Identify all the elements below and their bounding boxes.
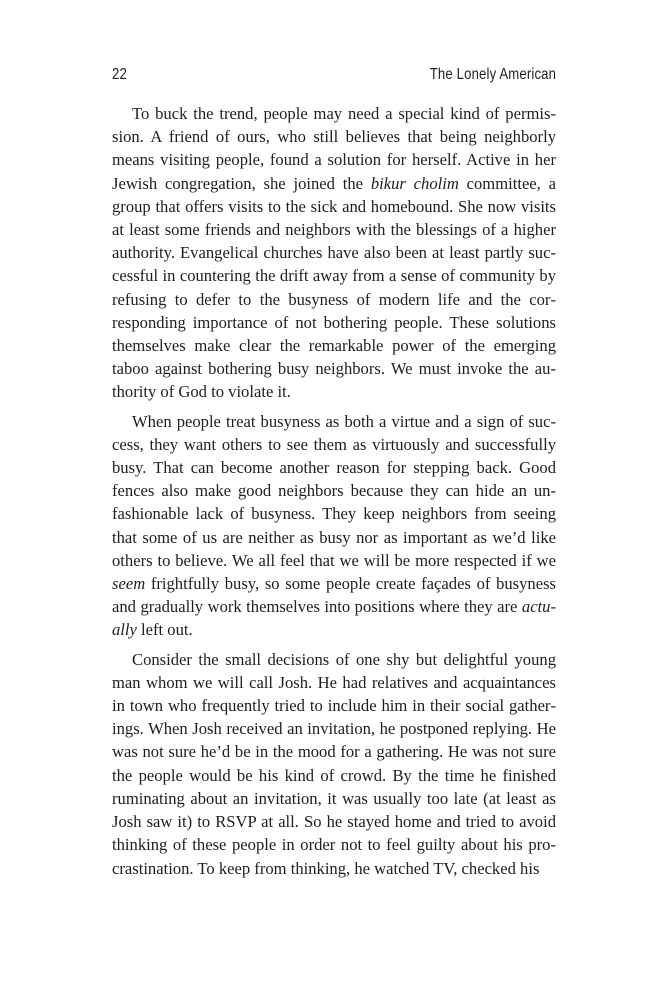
paragraph-2-italic-seem: seem <box>112 574 146 594</box>
paragraph-2-text-3: left out. <box>136 620 193 640</box>
paragraph-3 <box>112 648 556 880</box>
paragraph-1-text-2: committee, a group that offers visits to the sick and homebound. She now visits at least some friends and neighbors with the blessings of a higher authority. Evangelical churches have also been at least partly successful in countering the drift away from a sense of community by refusing to defer to the busyness of modern life and the corresponding importance of not bothering people. These solutions themselves make clear the remarkable power of the emerging taboo against bothering busy neighbors. We must invoke the authority of God to violate it. <box>112 173 556 402</box>
paragraph-2 <box>112 410 556 642</box>
paragraph-1-italic-term: bikur cholim <box>370 173 459 193</box>
paragraph-2-text-1: When people treat busyness as both a virtue and a sign of success, they want others to see them as virtuously and successfully busy. That can become another reason for stepping back. Good fences also make good neighbors because they can hide an unfashionable lack of busyness. They keep neighbors from seeing that some of us are neither as busy nor as important as we’d like others to believe. We all feel that we will be more respected if we <box>112 411 556 570</box>
paragraph-1-text-1: To buck the trend, people may need a special kind of permission. A friend of ours, who still believes that being neighborly means visiting people, found a solution for herself. Active in her Jewish congregation, she joined the <box>112 104 556 193</box>
paragraph-3-text-1: Consider the small decisions of one shy but delightful young man whom we will call Josh. He had relatives and acquaintances in town who frequently tried to include him in their social gatherings. When Josh received an invitation, he postponed replying. He was not sure he’d be in the mood for a gathering. He was not sure the people would be his kind of crowd. By the time he finished ruminating about an invitation, it was usually too late (at least as Josh saw it) to RSVP at all. So he stayed home and tried to avoid thinking of these people in order not to feel guilty about his procrastination. To keep from thinking, he watched TV, checked his <box>112 649 556 878</box>
page-number: 22 <box>112 66 127 83</box>
page-header <box>112 66 556 92</box>
body-text <box>112 102 556 880</box>
paragraph-2-text-2: frightfully busy, so some people create façades of busyness and gradually work themselves into positions where they are <box>112 574 556 617</box>
running-head: The Lonely American <box>429 66 556 83</box>
paragraph-2-italic-actually: actually <box>112 597 556 640</box>
paragraph-1 <box>112 102 556 404</box>
